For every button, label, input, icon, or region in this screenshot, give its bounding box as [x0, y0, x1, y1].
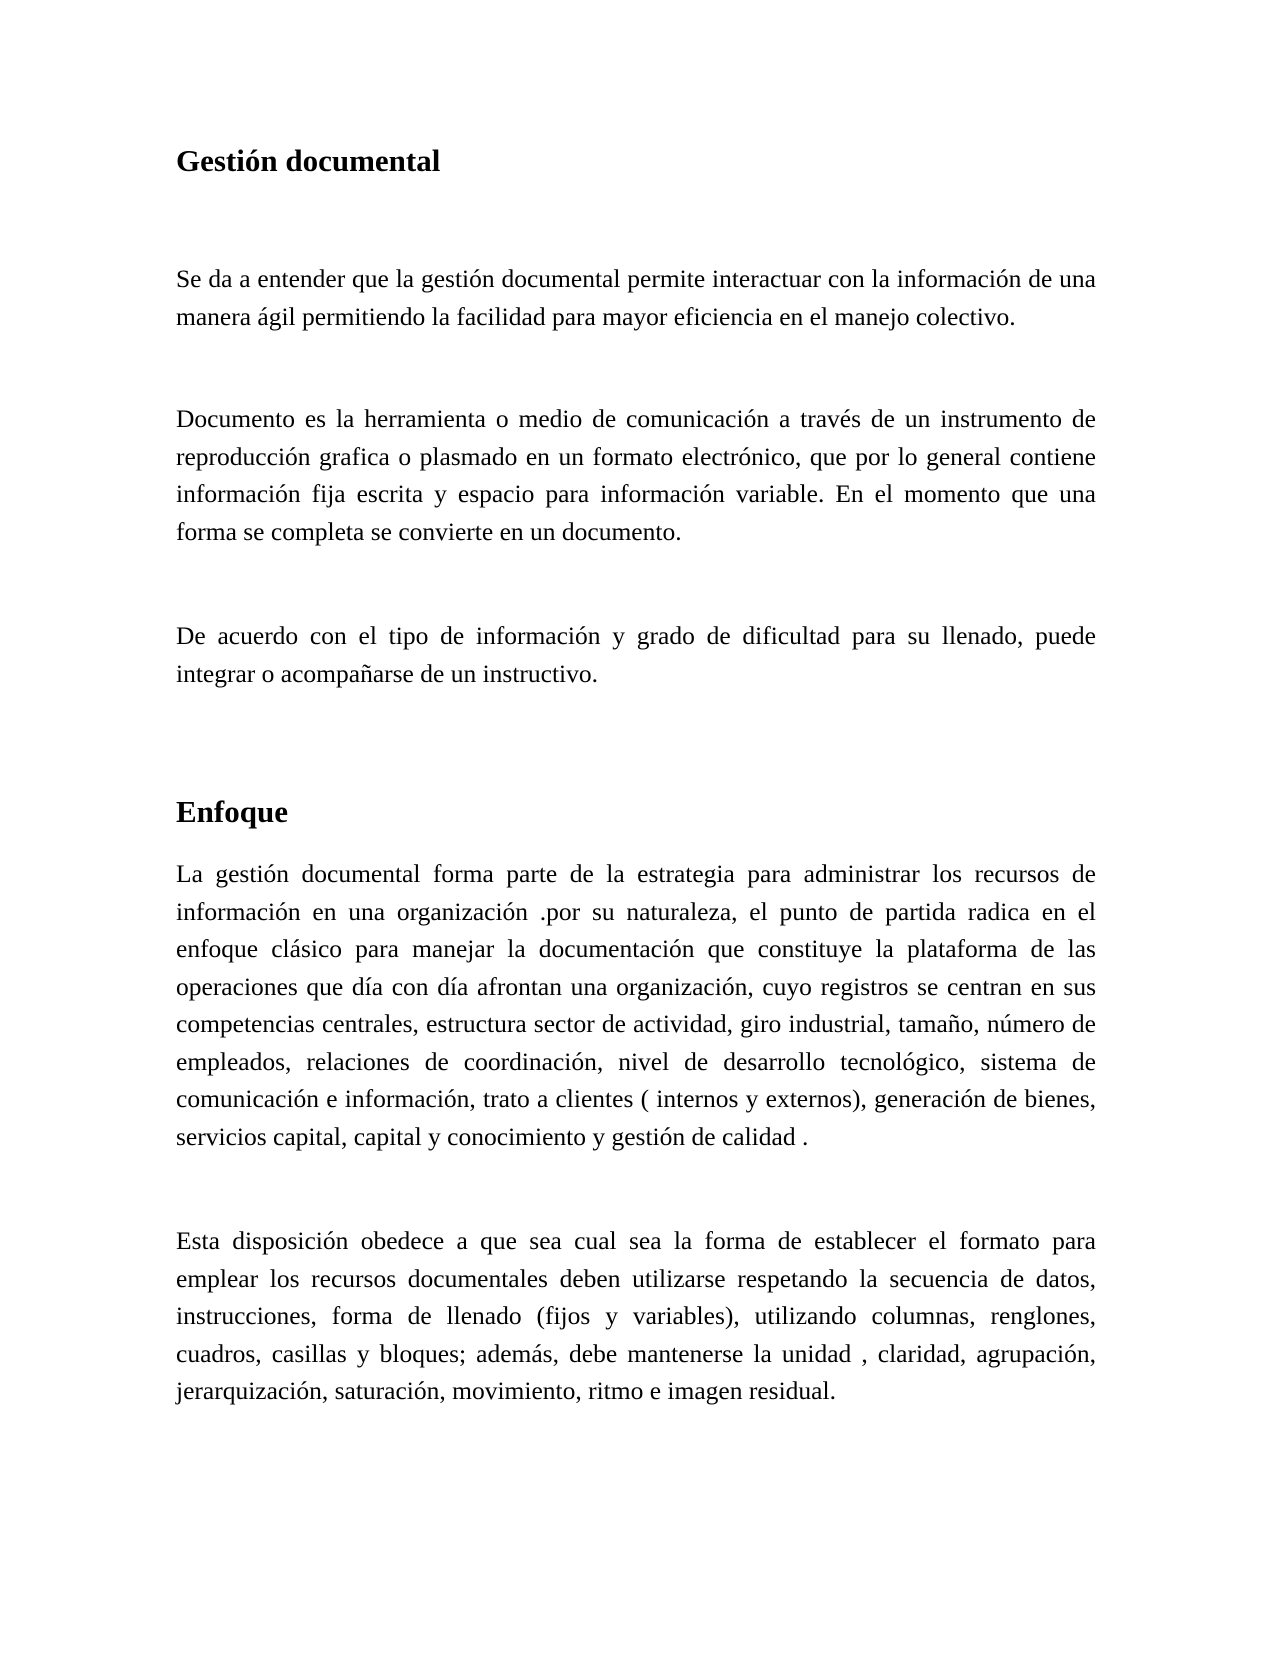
section-title-enfoque: Enfoque: [176, 794, 288, 829]
paragraph-enfoque-estrategia: La gestión documental forma parte de la estrategia para administrar los recursos de información en una organización .por su naturaleza, el punto de partida radica en el enfoque clásico para manejar la documentación que constituye la plataforma de las operaciones que día con día afrontan una organización, cuyo registros se centran en sus competencias centrales, estructura sector de actividad, giro industrial, tamaño, número de empleados, relaciones de coordinación, nivel de desarrollo tecnológico, sistema de comunicación e información, trato a clientes ( internos y externos), generación de bienes, servicios capital, capital y conocimiento y gestión de calidad .: [176, 859, 1096, 1151]
paragraph-gestion-intro: Se da a entender que la gestión documental permite interactuar con la información de una manera ágil permitiendo la facilidad para mayor eficiencia en el manejo colectivo.: [176, 264, 1096, 331]
paragraph-tipo-informacion: De acuerdo con el tipo de información y grado de dificultad para su llenado, puede integrar o acompañarse de un instructivo.: [176, 621, 1096, 688]
section-title-gestion-documental: Gestión documental: [176, 143, 441, 178]
paragraph-documento-definicion: Documento es la herramienta o medio de comunicación a través de un instrumento de reproducción grafica o plasmado en un formato electrónico, que por lo general contiene información fija escrita y espacio para información variable. En el momento que una forma se completa se convierte en un documento.: [176, 404, 1096, 546]
paragraph-disposicion: Esta disposición obedece a que sea cual sea la forma de establecer el formato para emplear los recursos documentales deben utilizarse respetando la secuencia de datos, instrucciones, forma de llenado (fijos y variables), utilizando columnas, renglones, cuadros, casillas y bloques; además, debe mantenerse la unidad , claridad, agrupación, jerarquización, saturación, movimiento, ritmo e imagen residual.: [176, 1226, 1096, 1405]
